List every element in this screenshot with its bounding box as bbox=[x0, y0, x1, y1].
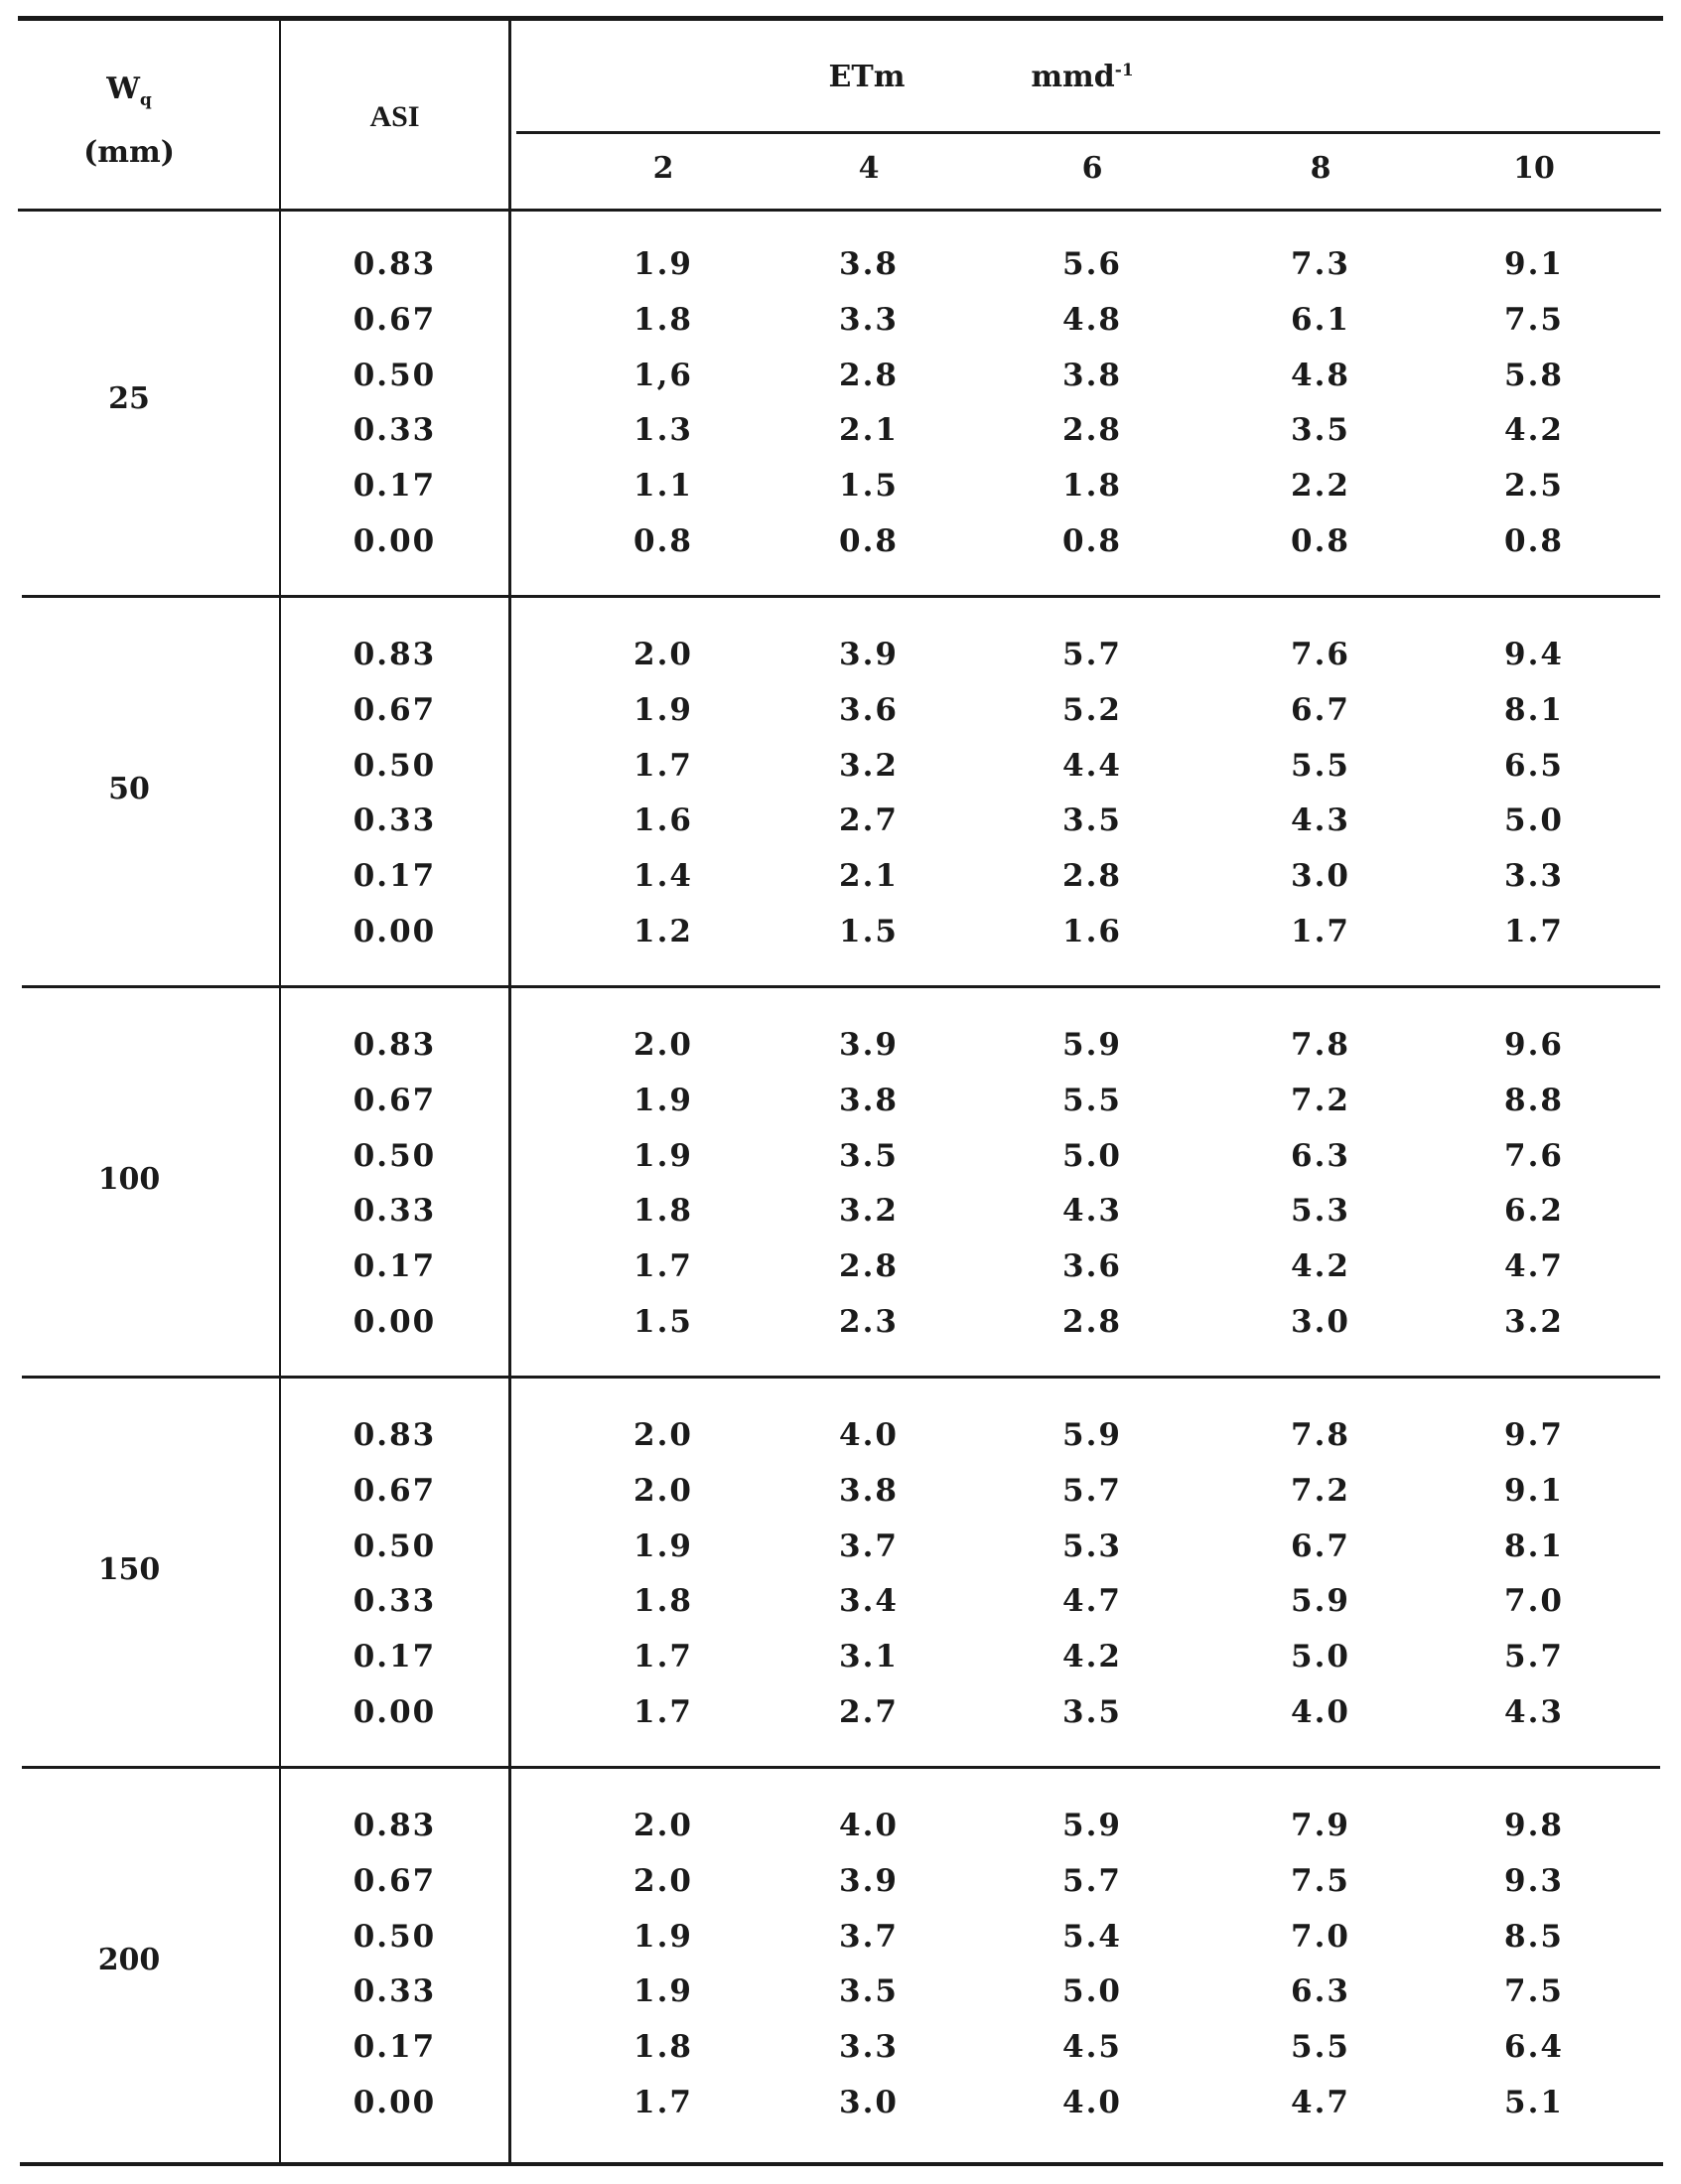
table-cell: 9.4 bbox=[1504, 637, 1564, 672]
table-cell: 1.9 bbox=[633, 246, 693, 282]
table-cell: 3.5 bbox=[1291, 412, 1350, 449]
header-rule bbox=[18, 209, 1661, 212]
asi-value: 0.00 bbox=[352, 523, 437, 559]
table-cell: 5.5 bbox=[1291, 2029, 1350, 2066]
wq-group-label: 150 bbox=[97, 1551, 161, 1587]
etm-unit-base: mmd bbox=[1031, 60, 1115, 94]
table-cell: 1.9 bbox=[633, 1082, 693, 1118]
table-cell: 5.7 bbox=[1062, 1472, 1122, 1509]
group-separator bbox=[22, 985, 1660, 988]
asi-value: 0.67 bbox=[352, 1082, 437, 1118]
table-cell: 5.9 bbox=[1062, 1027, 1122, 1063]
table-cell: 5.0 bbox=[1291, 1639, 1350, 1675]
asi-value: 0.17 bbox=[352, 468, 437, 505]
asi-column-divider bbox=[508, 20, 511, 2163]
table-cell: 5.2 bbox=[1062, 691, 1122, 728]
table-cell: 7.0 bbox=[1504, 1583, 1564, 1620]
table-cell: 1.5 bbox=[633, 1304, 693, 1340]
table-cell: 2.0 bbox=[633, 1027, 693, 1063]
table-cell: 1.8 bbox=[633, 1583, 693, 1620]
table-cell: 7.0 bbox=[1291, 1918, 1350, 1955]
table-cell: 1.5 bbox=[839, 468, 899, 505]
table-cell: 5.5 bbox=[1062, 1082, 1122, 1118]
table-cell: 2.8 bbox=[1062, 1304, 1122, 1340]
table-cell: 0.8 bbox=[1291, 523, 1350, 559]
table-cell: 1.7 bbox=[633, 2085, 693, 2120]
asi-value: 0.00 bbox=[352, 914, 437, 949]
table-cell: 4.2 bbox=[1504, 412, 1564, 449]
table-cell: 4.3 bbox=[1062, 1193, 1122, 1230]
asi-value: 0.50 bbox=[352, 1137, 437, 1174]
table-cell: 1.8 bbox=[633, 1193, 693, 1230]
table-cell: 3.5 bbox=[839, 1137, 899, 1174]
table-cell: 7.2 bbox=[1291, 1082, 1350, 1118]
asi-value: 0.83 bbox=[352, 1808, 437, 1843]
table-cell: 9.6 bbox=[1504, 1027, 1564, 1063]
table-cell: 1.7 bbox=[633, 1248, 693, 1285]
table-cell: 3.5 bbox=[839, 1973, 899, 2010]
table-cell: 3.2 bbox=[839, 1193, 899, 1230]
table-cell: 3.8 bbox=[839, 1082, 899, 1118]
table-cell: 2.1 bbox=[839, 858, 899, 895]
table-cell: 4.8 bbox=[1291, 357, 1350, 393]
group-separator bbox=[22, 1766, 1660, 1769]
table-cell: 6.5 bbox=[1504, 747, 1564, 784]
table-cell: 3.9 bbox=[839, 1027, 899, 1063]
table-cell: 3.7 bbox=[839, 1528, 899, 1564]
table-cell: 2.8 bbox=[1062, 858, 1122, 895]
asi-value: 0.83 bbox=[352, 1027, 437, 1063]
etm-column-header: 2 bbox=[652, 151, 674, 186]
table-cell: 3.3 bbox=[839, 2029, 899, 2066]
etm-label: ETm bbox=[828, 60, 906, 94]
table-cell: 2.3 bbox=[839, 1304, 899, 1340]
table-cell: 5.9 bbox=[1062, 1808, 1122, 1843]
wq-group-label: 50 bbox=[108, 771, 150, 806]
table-cell: 1.3 bbox=[633, 412, 693, 449]
table-cell: 7.5 bbox=[1504, 1973, 1564, 2010]
table-cell: 6.7 bbox=[1291, 691, 1350, 728]
table-cell: 9.3 bbox=[1504, 1862, 1564, 1899]
table-cell: 6.7 bbox=[1291, 1528, 1350, 1564]
table-cell: 3.2 bbox=[1504, 1304, 1564, 1340]
asi-value: 0.50 bbox=[352, 747, 437, 784]
table-cell: 1.7 bbox=[633, 1694, 693, 1730]
table-cell: 5.0 bbox=[1504, 802, 1564, 839]
table-cell: 3.3 bbox=[1504, 858, 1564, 895]
table-cell: 3.0 bbox=[1291, 858, 1350, 895]
table-cell: 1.1 bbox=[633, 468, 693, 505]
table-cell: 7.8 bbox=[1291, 1417, 1350, 1453]
table-cell: 5.3 bbox=[1291, 1193, 1350, 1230]
table-cell: 2.0 bbox=[633, 1862, 693, 1899]
table-cell: 1.7 bbox=[633, 747, 693, 784]
table-cell: 3.7 bbox=[839, 1918, 899, 1955]
table-cell: 7.5 bbox=[1504, 301, 1564, 338]
table-cell: 4.0 bbox=[1291, 1694, 1350, 1730]
table-cell: 5.8 bbox=[1504, 357, 1564, 393]
table-cell: 5.7 bbox=[1062, 1862, 1122, 1899]
etm-column-header: 10 bbox=[1513, 151, 1555, 186]
table-cell: 1.4 bbox=[633, 858, 693, 895]
table-cell: 6.4 bbox=[1504, 2029, 1564, 2066]
asi-value: 0.50 bbox=[352, 1918, 437, 1955]
table-cell: 3.5 bbox=[1062, 1694, 1122, 1730]
asi-value: 0.17 bbox=[352, 2029, 437, 2066]
asi-value: 0.50 bbox=[352, 1528, 437, 1564]
top-rule bbox=[18, 16, 1663, 21]
table-cell: 1.2 bbox=[633, 914, 693, 949]
asi-value: 0.50 bbox=[352, 357, 437, 393]
table-cell: 7.8 bbox=[1291, 1027, 1350, 1063]
wq-group-label: 200 bbox=[97, 1942, 161, 1977]
table-cell: 8.1 bbox=[1504, 1528, 1564, 1564]
table-cell: 7.2 bbox=[1291, 1472, 1350, 1509]
wq-symbol: W bbox=[106, 72, 140, 106]
table-cell: 1.9 bbox=[633, 1528, 693, 1564]
table-cell: 5.6 bbox=[1062, 246, 1122, 282]
table-cell: 3.3 bbox=[839, 301, 899, 338]
wq-subscript: q bbox=[139, 90, 152, 110]
table-cell: 0.8 bbox=[1504, 523, 1564, 559]
asi-value: 0.67 bbox=[352, 691, 437, 728]
table-cell: 1,6 bbox=[633, 357, 693, 393]
table-cell: 3.0 bbox=[1291, 1304, 1350, 1340]
table-cell: 1.8 bbox=[633, 2029, 693, 2066]
table-cell: 0.8 bbox=[1062, 523, 1122, 559]
table-cell: 4.0 bbox=[1062, 2085, 1122, 2120]
table-cell: 3.2 bbox=[839, 747, 899, 784]
table-cell: 4.8 bbox=[1062, 301, 1122, 338]
table-cell: 3.1 bbox=[839, 1639, 899, 1675]
table-cell: 3.8 bbox=[839, 246, 899, 282]
table-cell: 3.6 bbox=[839, 691, 899, 728]
table-cell: 2.1 bbox=[839, 412, 899, 449]
table-cell: 7.6 bbox=[1504, 1137, 1564, 1174]
table-cell: 9.8 bbox=[1504, 1808, 1564, 1843]
table-cell: 1.7 bbox=[1504, 914, 1564, 949]
table-cell: 2.5 bbox=[1504, 468, 1564, 505]
asi-value: 0.83 bbox=[352, 246, 437, 282]
table-cell: 1.9 bbox=[633, 1973, 693, 2010]
table-cell: 2.7 bbox=[839, 1694, 899, 1730]
asi-value: 0.33 bbox=[352, 1193, 437, 1230]
table-cell: 6.2 bbox=[1504, 1193, 1564, 1230]
table-cell: 2.2 bbox=[1291, 468, 1350, 505]
table-cell: 0.8 bbox=[633, 523, 693, 559]
table-cell: 7.6 bbox=[1291, 637, 1350, 672]
table-cell: 5.5 bbox=[1291, 747, 1350, 784]
asi-value: 0.33 bbox=[352, 412, 437, 449]
table-cell: 4.2 bbox=[1062, 1639, 1122, 1675]
etm-unit bbox=[1013, 60, 1152, 94]
asi-value: 0.17 bbox=[352, 1639, 437, 1675]
table-cell: 5.9 bbox=[1062, 1417, 1122, 1453]
asi-value: 0.33 bbox=[352, 1973, 437, 2010]
table-cell: 8.8 bbox=[1504, 1082, 1564, 1118]
table-cell: 1.6 bbox=[633, 802, 693, 839]
wq-column-divider bbox=[279, 20, 281, 2163]
table-cell: 2.0 bbox=[633, 1472, 693, 1509]
table-cell: 7.3 bbox=[1291, 246, 1350, 282]
asi-value: 0.67 bbox=[352, 1862, 437, 1899]
table-cell: 6.3 bbox=[1291, 1973, 1350, 2010]
table-cell: 3.4 bbox=[839, 1583, 899, 1620]
table-cell: 1.7 bbox=[633, 1639, 693, 1675]
table-cell: 4.3 bbox=[1504, 1694, 1564, 1730]
etm-underline bbox=[516, 131, 1660, 134]
asi-value: 0.17 bbox=[352, 858, 437, 895]
table-cell: 7.5 bbox=[1291, 1862, 1350, 1899]
table-cell: 5.0 bbox=[1062, 1137, 1122, 1174]
table-cell: 3.5 bbox=[1062, 802, 1122, 839]
asi-value: 0.83 bbox=[352, 1417, 437, 1453]
table-cell: 4.7 bbox=[1291, 2085, 1350, 2120]
table-cell: 6.1 bbox=[1291, 301, 1350, 338]
wq-group-label: 100 bbox=[97, 1161, 161, 1197]
asi-value: 0.00 bbox=[352, 1694, 437, 1730]
table-cell: 9.7 bbox=[1504, 1417, 1564, 1453]
table-cell: 5.7 bbox=[1504, 1639, 1564, 1675]
table-cell: 6.3 bbox=[1291, 1137, 1350, 1174]
wq-group-label: 25 bbox=[108, 380, 150, 416]
etm-column-header: 4 bbox=[858, 151, 880, 186]
table-cell: 2.0 bbox=[633, 637, 693, 672]
table-cell: 5.7 bbox=[1062, 637, 1122, 672]
asi-header: ASI bbox=[369, 100, 420, 133]
wq-unit-header: (mm) bbox=[83, 135, 175, 170]
asi-value: 0.83 bbox=[352, 637, 437, 672]
table-cell: 2.8 bbox=[839, 1248, 899, 1285]
table-cell: 1.6 bbox=[1062, 914, 1122, 949]
wq-header bbox=[70, 72, 189, 110]
group-separator bbox=[22, 1376, 1660, 1379]
table-cell: 3.0 bbox=[839, 2085, 899, 2120]
table-cell: 2.8 bbox=[1062, 412, 1122, 449]
table-cell: 5.1 bbox=[1504, 2085, 1564, 2120]
table-cell: 1.8 bbox=[633, 301, 693, 338]
table-cell: 3.8 bbox=[1062, 357, 1122, 393]
asi-value: 0.67 bbox=[352, 1472, 437, 1509]
asi-value: 0.67 bbox=[352, 301, 437, 338]
group-separator bbox=[22, 595, 1660, 598]
table-cell: 8.5 bbox=[1504, 1918, 1564, 1955]
table-cell: 5.4 bbox=[1062, 1918, 1122, 1955]
table-cell: 1.8 bbox=[1062, 468, 1122, 505]
table-cell: 9.1 bbox=[1504, 1472, 1564, 1509]
table-cell: 3.9 bbox=[839, 637, 899, 672]
asi-value: 0.00 bbox=[352, 1304, 437, 1340]
table-cell: 4.2 bbox=[1291, 1248, 1350, 1285]
table-cell: 9.1 bbox=[1504, 246, 1564, 282]
table-cell: 2.8 bbox=[839, 357, 899, 393]
table-cell: 0.8 bbox=[839, 523, 899, 559]
asi-value: 0.33 bbox=[352, 1583, 437, 1620]
table-cell: 1.9 bbox=[633, 1137, 693, 1174]
asi-value: 0.00 bbox=[352, 2085, 437, 2120]
table-cell: 4.0 bbox=[839, 1808, 899, 1843]
table-cell: 4.4 bbox=[1062, 747, 1122, 784]
table-cell: 4.7 bbox=[1504, 1248, 1564, 1285]
table-cell: 1.5 bbox=[839, 914, 899, 949]
table-cell: 3.6 bbox=[1062, 1248, 1122, 1285]
table-cell: 4.5 bbox=[1062, 2029, 1122, 2066]
table-cell: 1.9 bbox=[633, 691, 693, 728]
asi-value: 0.33 bbox=[352, 802, 437, 839]
table-cell: 2.7 bbox=[839, 802, 899, 839]
table-cell: 5.0 bbox=[1062, 1973, 1122, 2010]
table-cell: 5.9 bbox=[1291, 1583, 1350, 1620]
table-cell: 2.0 bbox=[633, 1808, 693, 1843]
table-cell: 4.7 bbox=[1062, 1583, 1122, 1620]
table-cell: 1.9 bbox=[633, 1918, 693, 1955]
etm-column-header: 8 bbox=[1310, 151, 1331, 186]
etm-column-header: 6 bbox=[1081, 151, 1103, 186]
bottom-rule bbox=[20, 2162, 1663, 2166]
table-cell: 8.1 bbox=[1504, 691, 1564, 728]
table-cell: 3.9 bbox=[839, 1862, 899, 1899]
table-cell: 1.7 bbox=[1291, 914, 1350, 949]
table-cell: 2.0 bbox=[633, 1417, 693, 1453]
table-cell: 5.3 bbox=[1062, 1528, 1122, 1564]
asi-value: 0.17 bbox=[352, 1248, 437, 1285]
table-cell: 4.0 bbox=[839, 1417, 899, 1453]
table-cell: 7.9 bbox=[1291, 1808, 1350, 1843]
table-cell: 3.8 bbox=[839, 1472, 899, 1509]
etm-unit-superscript: -1 bbox=[1114, 61, 1134, 80]
table-cell: 4.3 bbox=[1291, 802, 1350, 839]
